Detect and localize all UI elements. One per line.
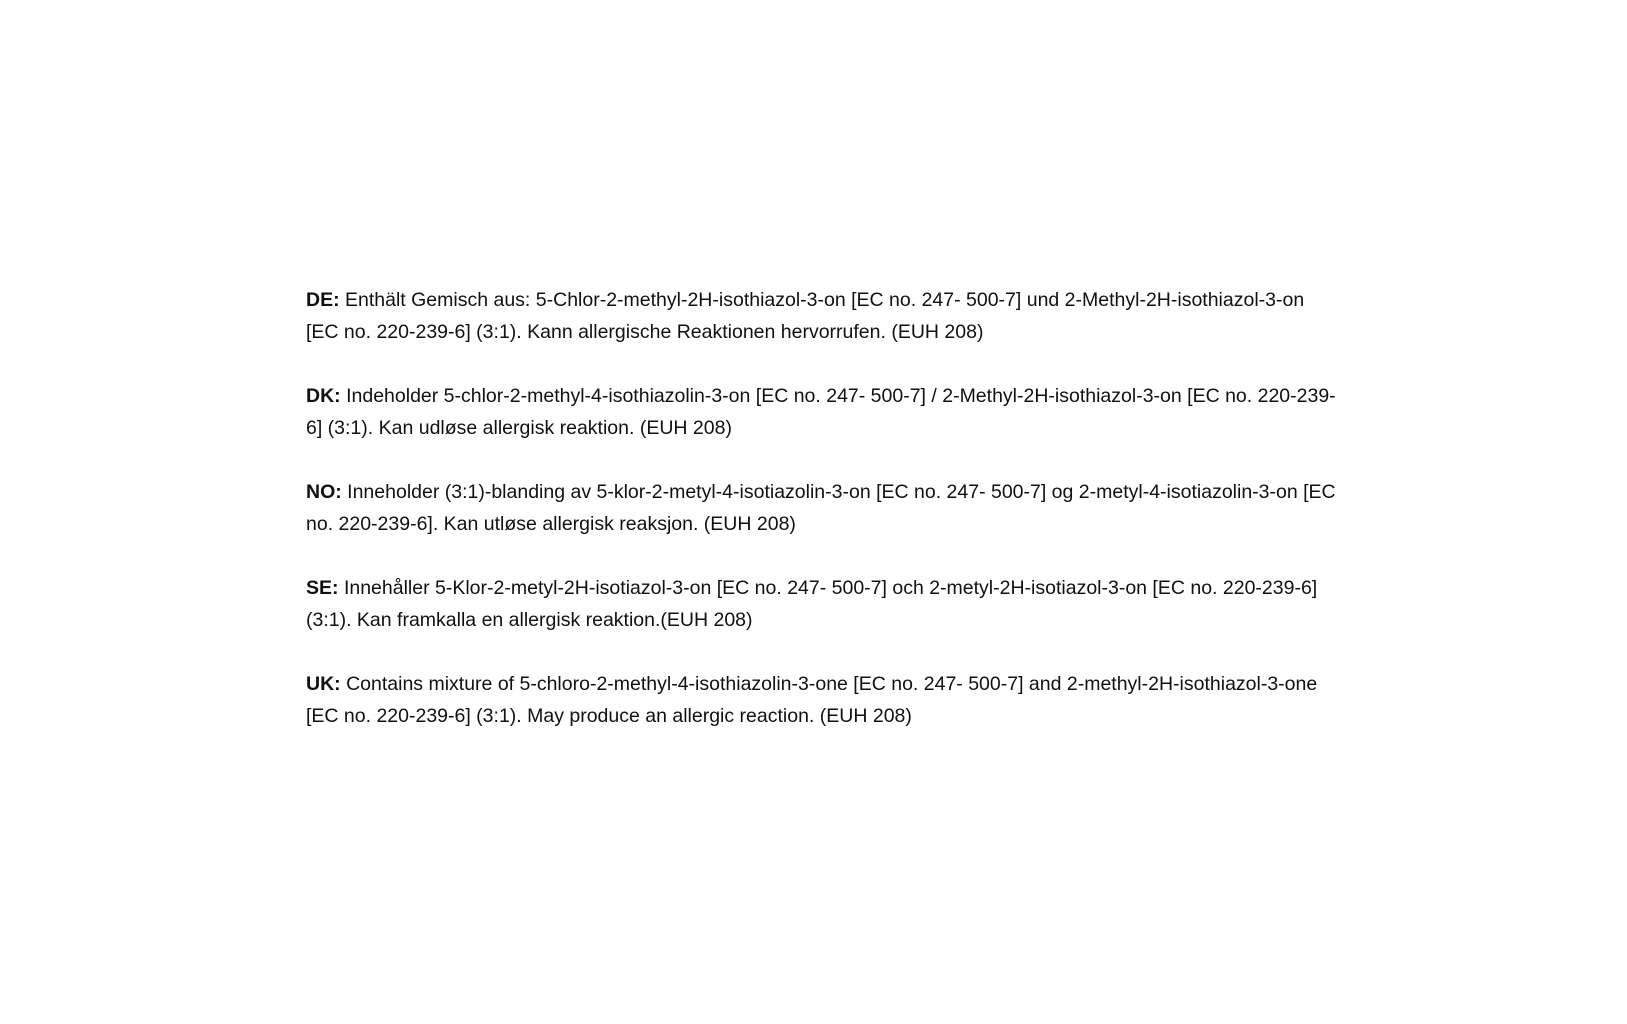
paragraph-text: Enthält Gemisch aus: 5-Chlor-2-methyl-2H-isothiazol-3-on [EC no. 247- 500-7] und 2-Methyl-2H-isothiazol-3-on [EC no. 220-239-6] (3:1). Kann allergische Reaktionen hervorrufen. (EUH 208) <box>306 289 1305 343</box>
language-code: UK: <box>306 673 341 695</box>
document-body <box>306 284 1341 764</box>
paragraph-uk <box>306 668 1341 732</box>
paragraph-se <box>306 572 1341 636</box>
paragraph-de <box>306 284 1341 348</box>
paragraph-text: Indeholder 5-chlor-2-methyl-4-isothiazolin-3-on [EC no. 247- 500-7] / 2-Methyl-2H-isothiazol-3-on [EC no. 220-239-6] (3:1). Kan udløse allergisk reaktion. (EUH 208) <box>306 385 1336 439</box>
paragraph-text: Contains mixture of 5-chloro-2-methyl-4-isothiazolin-3-one [EC no. 247- 500-7] and 2-methyl-2H-isothiazol-3-one [EC no. 220-239-6] (3:1). May produce an allergic reaction. (EUH 208) <box>306 673 1318 727</box>
language-code: NO: <box>306 481 342 503</box>
paragraph-dk <box>306 380 1341 444</box>
paragraph-text: Inneholder (3:1)-blanding av 5-klor-2-metyl-4-isotiazolin-3-on [EC no. 247- 500-7] og 2-metyl-4-isotiazolin-3-on [EC no. 220-239-6]. Kan utløse allergisk reaksjon. (EUH 208) <box>306 481 1336 535</box>
language-code: SE: <box>306 577 339 599</box>
language-code: DE: <box>306 289 340 311</box>
paragraph-text: Innehåller 5-Klor-2-metyl-2H-isotiazol-3-on [EC no. 247- 500-7] och 2-metyl-2H-isotiazol-3-on [EC no. 220-239-6] (3:1). Kan framkalla en allergisk reaktion.(EUH 208) <box>306 577 1318 631</box>
language-code: DK: <box>306 385 341 407</box>
paragraph-no <box>306 476 1341 540</box>
